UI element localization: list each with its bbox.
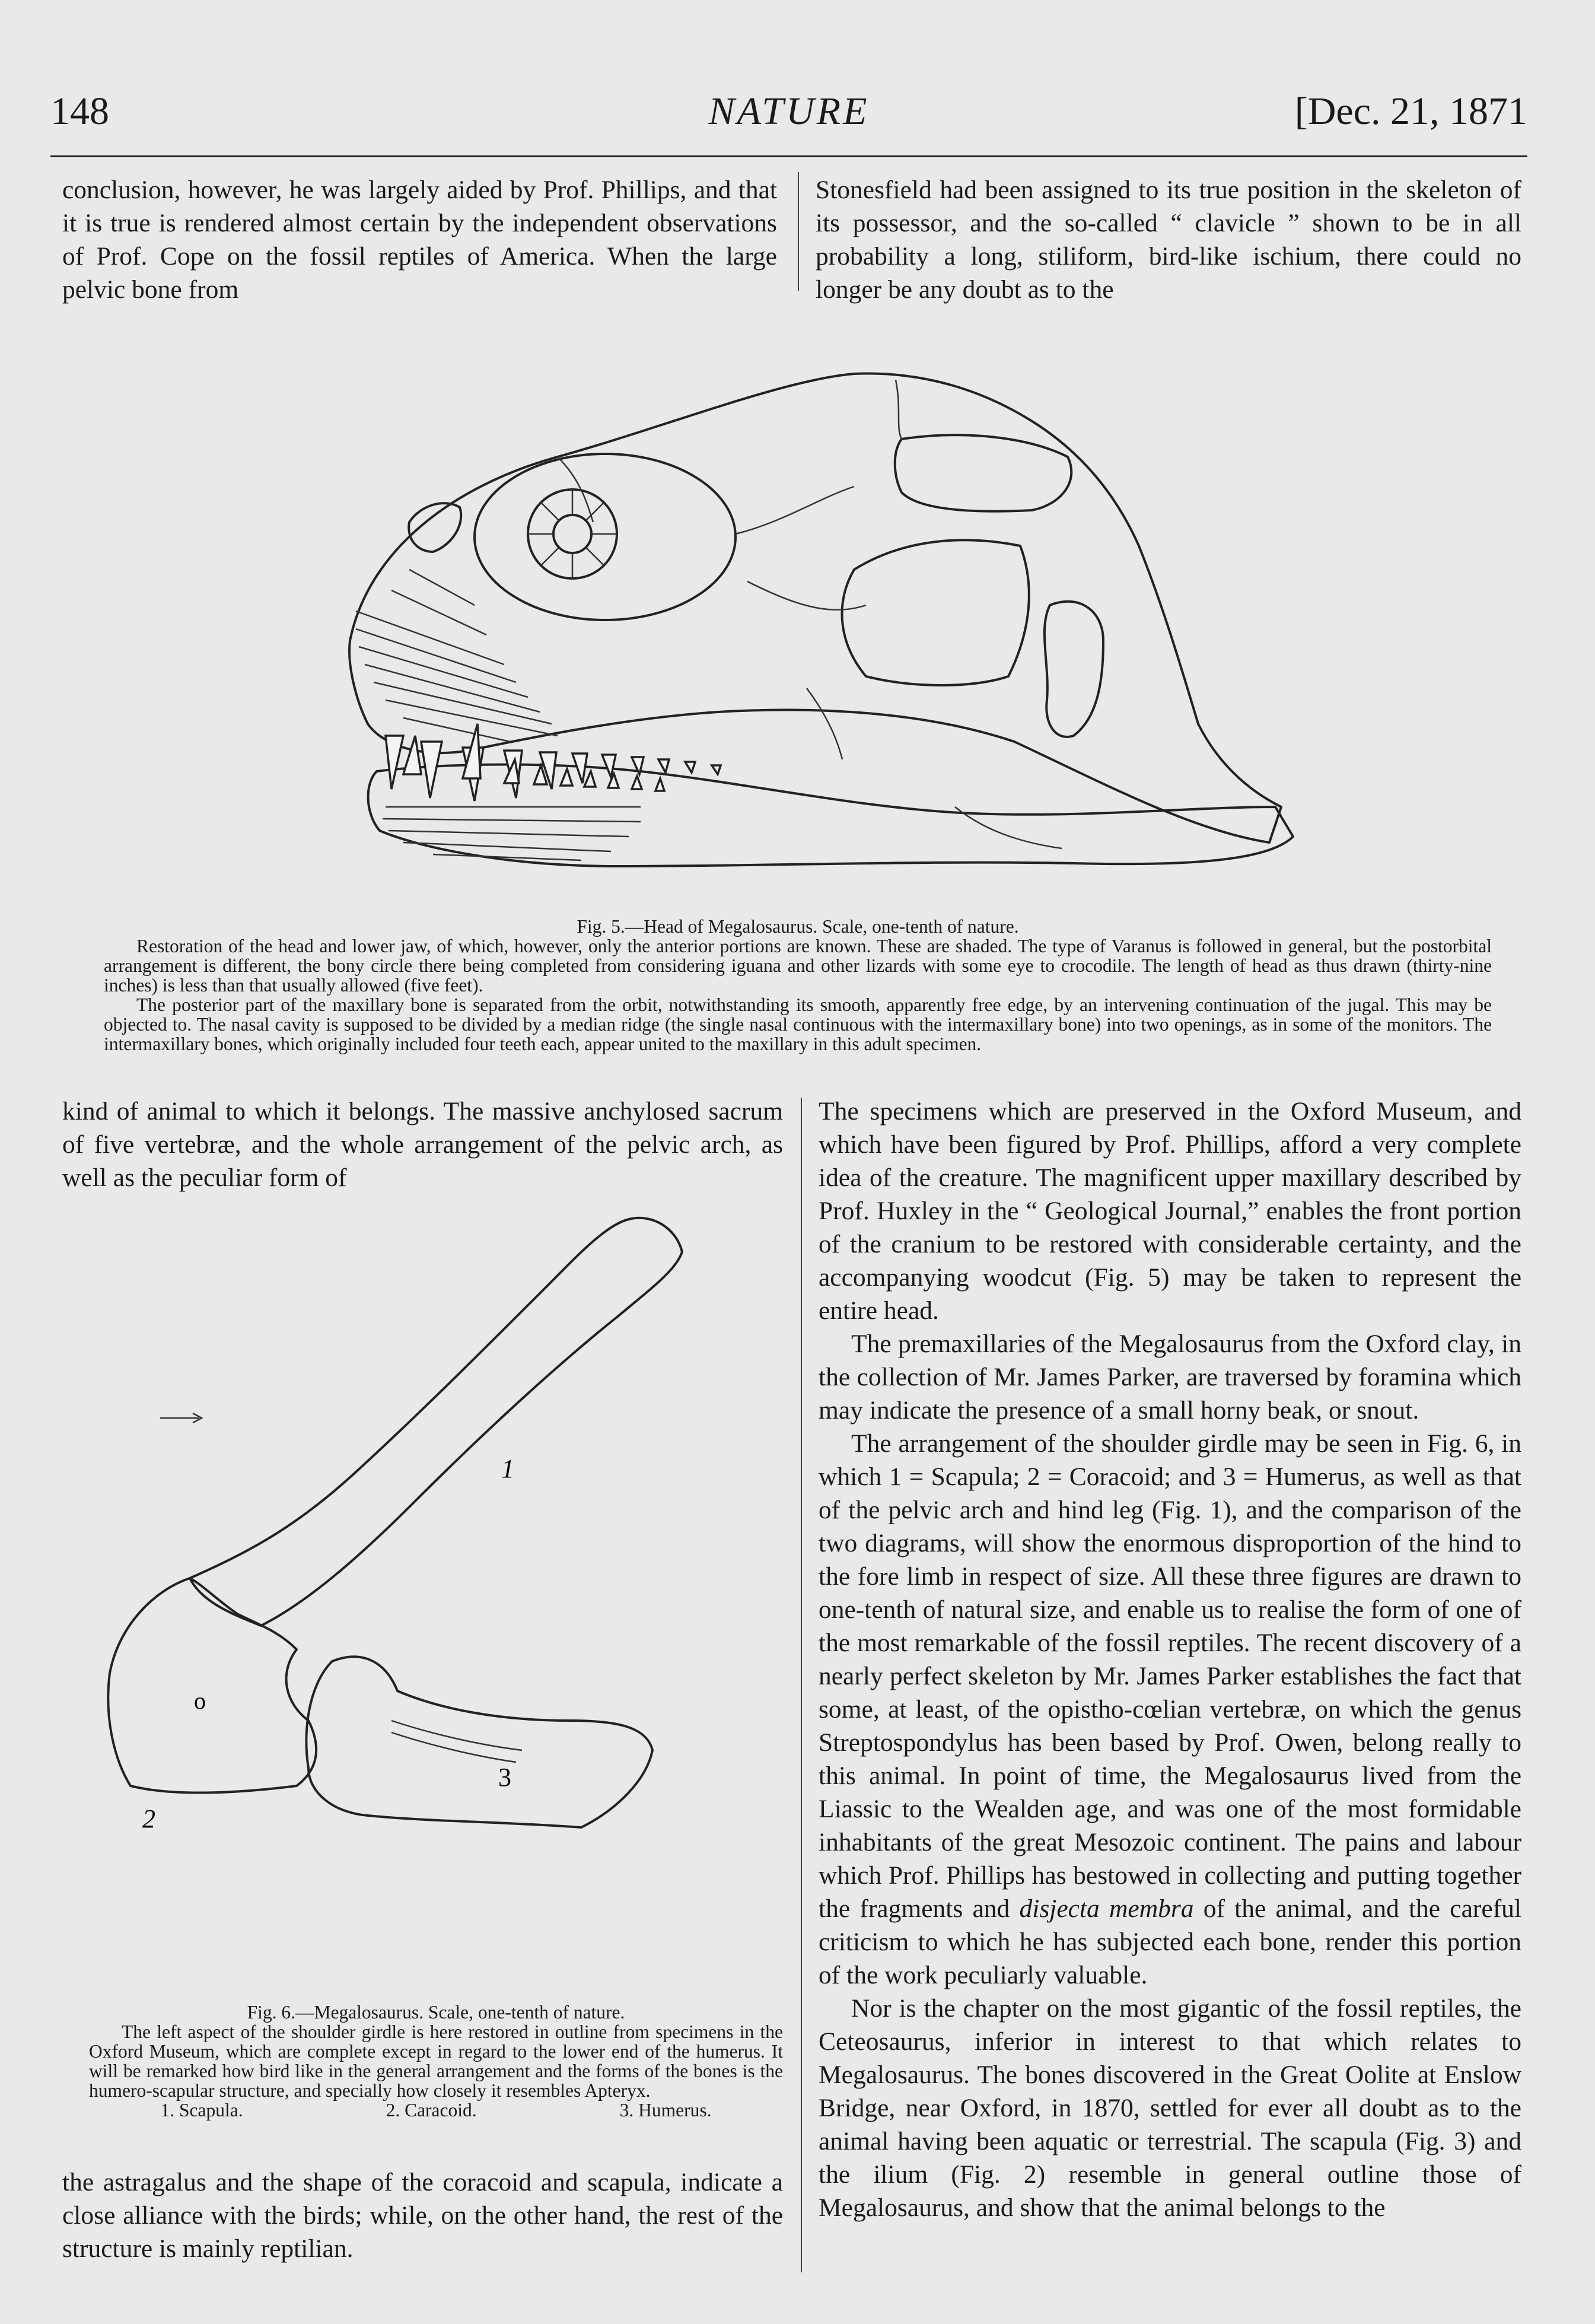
fig6-label-1: 1: [501, 1454, 514, 1483]
maxillary-shading: [356, 570, 558, 742]
right-para-1: The specimens which are preserved in the Oxford Museum, and which have been figured by Prof. Phillips, afford a very complete idea of the creature. The magnificent upper maxillary described by Prof. Huxley in the “ Geological Journal,” enables the front portion of the cranium to be restored with considerable certainty, and the accompanying woodcut (Fig. 5) may be taken to represent the entire head.: [819, 1097, 1521, 1325]
left-column-upper-text: kind of animal to which it belongs. The massive anchylosed sacrum of five vertebræ, and the whole arrangement of the pelvic arch, as well as the peculiar form of: [62, 1097, 783, 1192]
fig5-skull-illustration: [332, 356, 1305, 908]
upper-teeth: [386, 736, 721, 801]
running-header: [50, 89, 1527, 142]
arrow-icon: [160, 1413, 202, 1423]
header-rule: [50, 155, 1527, 157]
lower-teeth: [403, 724, 664, 791]
journal-title: NATURE: [708, 90, 870, 133]
fig6-text: The left aspect of the shoulder girdle is here restored in outline from specimens in the Oxford Museum, which are complete except in regard to the lower end of the humerus. It will be remarked how bird like in the general arrangement and the forms of the bones is the humero-scapular structure, and specially how closely it resembles Apteryx.: [89, 2021, 783, 2101]
top-left-column: [62, 173, 777, 306]
lateral-temporal-fenestra: [842, 540, 1029, 685]
page-number: 148: [50, 90, 109, 133]
fig5-title: Fig. 5.—Head of Megalosaurus. Scale, one-tenth of nature.: [577, 916, 1019, 937]
fig5-caption: [104, 917, 1492, 1054]
issue-date: [Dec. 21, 1871: [1294, 90, 1527, 133]
humerus-outline: [306, 1657, 652, 1827]
top-right-text: Stonesfield had been assigned to its true position in the skeleton of its possessor, and the so-called “ clavicle ” shown to be in all probability a long, stiliform, bird-like ischium, there could no longer be any doubt as to the: [816, 176, 1521, 304]
fig6-caption: [89, 2002, 783, 2120]
fig6-shoulder-girdle-illustration: [83, 1198, 795, 1988]
fig6-legend-coracoid: 2. Caracoid.: [386, 2100, 477, 2120]
scapula-outline: [190, 1218, 682, 1626]
fig6-legend-scapula: 1. Scapula.: [160, 2100, 243, 2120]
left-column-lower-text: the astragalus and the shape of the coracoid and scapula, indicate a close alliance with the birds; while, on the other hand, the rest of the structure is mainly reptilian.: [62, 2168, 783, 2263]
top-right-column: [816, 173, 1521, 306]
top-left-text: conclusion, however, he was largely aided by Prof. Phillips, and that it is true is rendered almost certain by the independent observations of Prof. Cope on the fossil reptiles of America. When the large pelvic bone from: [62, 176, 777, 304]
orbit: [475, 454, 736, 620]
right-column-text: [819, 1095, 1521, 2224]
fig6-label-2: 2: [142, 1804, 155, 1833]
lower-jaw-shading: [383, 807, 641, 860]
sclerotic-ring-plates: [528, 489, 617, 578]
upper-temporal-fenestra: [895, 435, 1072, 511]
fig5-para2: The posterior part of the maxillary bone is separated from the orbit, notwithstanding its smooth, apparently free edge, by an intervening continuation of the jugal. This may be objected to. The nasal cavity is supposed to be divided by a median ridge (the single nasal continuous with the intermaxillary bone) into two openings, as in some of the monitors. The intermaxillary bones, which originally included four teeth each, appear united to the maxillary in this adult specimen.: [104, 994, 1492, 1054]
nasal-opening: [409, 503, 461, 552]
fig6-legend-humerus: 3. Humerus.: [619, 2100, 712, 2120]
right-para-4: Nor is the chapter on the most gigantic of the fossil reptiles, the Ceteosaurus, inferior in interest to that which relates to Megalosaurus. The bones discovered in the Great Oolite at Enslow Bridge, near Oxford, in 1870, settled for ever all doubt as to the animal having been aquatic or terrestrial. The scapula (Fig. 3) and the ilium (Fig. 2) resemble in general outline those of Megalosaurus, and show that the animal belongs to the: [819, 1994, 1521, 2222]
top-column-divider: [798, 172, 799, 291]
right-para-2: The premaxillaries of the Megalosaurus from the Oxford clay, in the collection of Mr. James Parker, are traversed by foramina which may indicate the presence of a small horny beak, or snout.: [819, 1330, 1521, 1425]
fig6-label-3: 3: [498, 1763, 511, 1792]
lower-column-divider: [801, 1098, 802, 2272]
right-para-3: The arrangement of the shoulder girdle may be seen in Fig. 6, in which 1 = Scapula; 2 = Coracoid; and 3 = Humerus, as well as that of the pelvic arch and hind leg (Fig. 1), and the comparison of the two diagrams, will show the enormous disproportion of the hind to the fore limb in respect of size. All these three figures are drawn to one-tenth of natural size, and enable us to realise the form of one of the most remarkable of the fossil reptiles. The recent discovery of a nearly perfect skeleton by Mr. James Parker establishes the fact that some, at least, of the opistho-cœlian vertebræ, on which the genus Streptospondylus has been based by Prof. Owen, belong really to this animal. In point of time, the Megalosaurus lived from the Liassic to the Wealden age, and was one of the most formidable inhabitants of the great Mesozoic continent. The pains and labour which Prof. Phillips has bestowed in collecting and putting together the fragments and disjecta membra of the animal, and the careful criticism to which he has subjected each bone, render this portion of the work peculiarly valuable.: [819, 1429, 1522, 1989]
fig6-title: Fig. 6.—Megalosaurus. Scale, one-tenth of nature.: [247, 2002, 625, 2023]
fig5-para1: Restoration of the head and lower jaw, of which, however, only the anterior portions are known. These are shaded. The type of Varanus is followed in general, but the postorbital arrangement is different, the bony circle there being completed from considering iguana and other lizards with some eye to crocodile. The length of head as thus drawn (thirty-nine inches) is less than that usually allowed (five feet).: [104, 936, 1492, 996]
fig6-label-o: o: [194, 1687, 206, 1714]
fig6-legend: [89, 2100, 783, 2120]
coracoid-outline: [108, 1578, 316, 1793]
quadrate: [1045, 602, 1103, 737]
